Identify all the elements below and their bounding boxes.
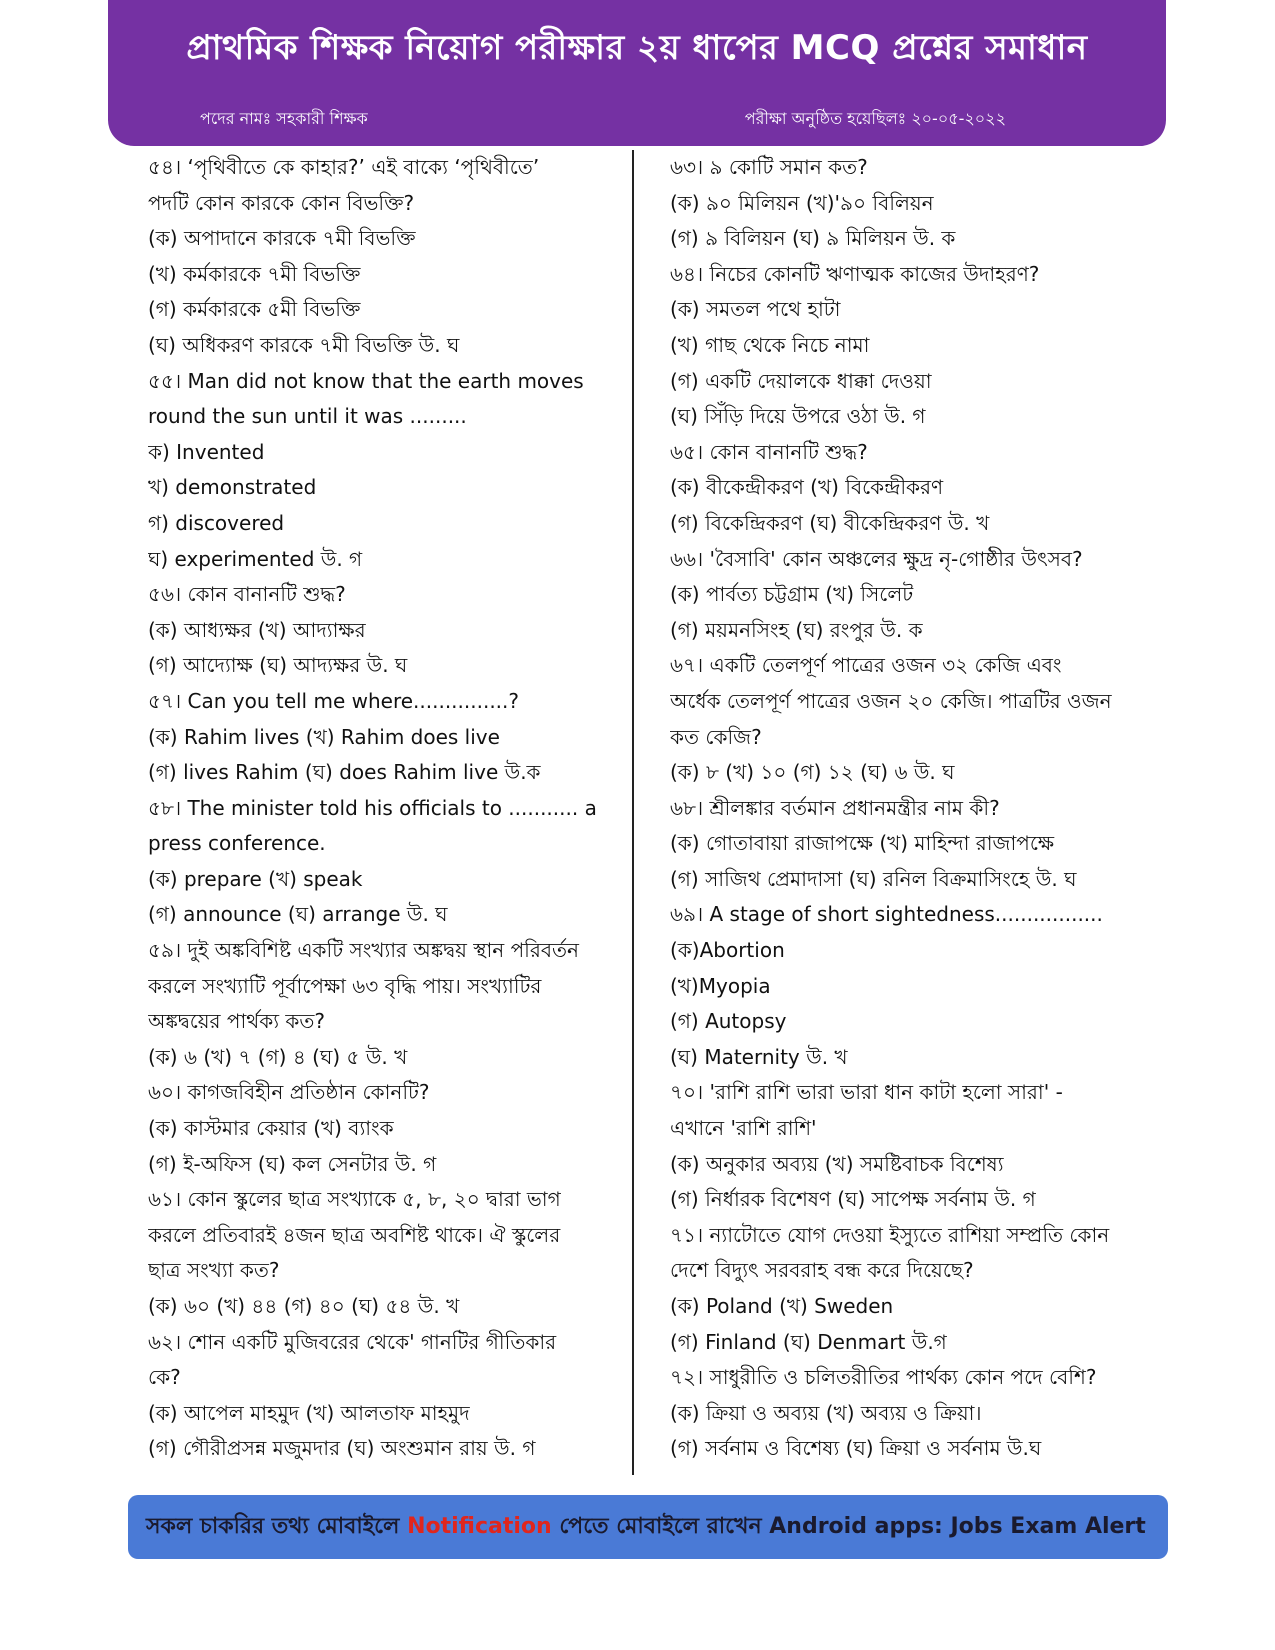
question-line: (ক) ৬ (খ) ৭ (গ) ৪ (ঘ) ৫ উ. খ	[148, 1044, 408, 1069]
footer-banner	[128, 1495, 1168, 1559]
question-line: ৬২। শোন একটি মুজিবরের থেকে' গানটির গীতিকার	[148, 1329, 557, 1354]
question-line: (গ) ৯ বিলিয়ন (ঘ) ৯ মিলিয়ন উ. ক	[670, 226, 956, 251]
question-line: (ক) ক্রিয়া ও অব্যয় (খ) অব্যয় ও ক্রিয়া।	[670, 1400, 982, 1425]
question-line: ৫৪। ‘পৃথিবীতে কে কাহার?’ এই বাক্যে ‘পৃথিবীতে’	[148, 155, 540, 179]
question-line: (ক) prepare (খ) speak	[148, 866, 363, 891]
footer-text-before: সকল চাকরির তথ্য মোবাইলে	[146, 1514, 408, 1539]
question-line: (গ) ময়মনসিংহ (ঘ) রংপুর উ. ক	[670, 617, 923, 642]
question-line: করলে প্রতিবারই ৪জন ছাত্র অবশিষ্ট থাকে। ঐ স্কুলের	[148, 1222, 561, 1247]
question-line: দেশে বিদ্যুৎ সরবরাহ বন্ধ করে দিয়েছে?	[670, 1258, 974, 1283]
question-line: অর্ধেক তেলপূর্ণ পাত্রের ওজন ২০ কেজি। পাত্রটির ওজন	[670, 688, 1112, 713]
question-line: (গ) আদ্যোক্ষ (ঘ) আদ্যক্ষর উ. ঘ	[148, 653, 408, 678]
question-line: ৬৫। কোন বানানটি শুদ্ধ?	[670, 439, 868, 464]
footer-text	[146, 1495, 1146, 1559]
question-line: ৬০। কাগজবিহীন প্রতিষ্ঠান কোনটি?	[148, 1080, 430, 1105]
question-line: (ক) ৯০ মিলিয়ন (খ)'৯০ বিলিয়ন	[670, 190, 934, 215]
footer-text-after: পেতে মোবাইলে রাখেন Android apps: Jobs Exam Alert	[551, 1514, 1146, 1539]
question-line: পদটি কোন কারকে কোন বিভক্তি?	[148, 190, 415, 215]
question-line: ৬৭। একটি তেলপূর্ণ পাত্রের ওজন ৩২ কেজি এবং	[670, 653, 1062, 678]
question-line: (ক) অনুকার অব্যয় (খ) সমষ্টিবাচক বিশেষ্য	[670, 1151, 1004, 1176]
question-line: ৭০। 'রাশি রাশি ভারা ভারা ধান কাটা হলাে সারা' -	[670, 1080, 1063, 1105]
question-line: ৫৯। দুই অঙ্কবিশিষ্ট একটি সংখ্যার অঙ্কদ্বয় স্থান পরিবর্তন	[148, 938, 579, 963]
question-line: ৫৮। The minister told his officials to ........... a	[148, 795, 597, 820]
question-line: (গ) একটি দেয়ালকে ধাক্কা দেওয়া	[670, 368, 932, 393]
question-line: (ক)Abortion	[670, 938, 785, 963]
question-line: ছাত্র সংখ্যা কত?	[148, 1258, 280, 1283]
question-line: (ক) Rahim lives (খ) Rahim does live	[148, 724, 500, 749]
question-line: (খ) কর্মকারকে ৭মী বিভক্তি	[148, 261, 361, 286]
question-line: ৭১। ন্যাটোতে যোগ দেওয়া ইস্যুতে রাশিয়া সম্প্রতি কোন	[670, 1222, 1110, 1247]
question-line: (ক) সমতল পথে হাটা	[670, 297, 841, 322]
column-divider	[632, 150, 634, 1475]
post-name: পদের নামঃ সহকারী শিক্ষক	[200, 109, 368, 128]
question-line: (গ) ই-অফিস (ঘ) কল সেনটার উ. গ	[148, 1151, 437, 1176]
question-line: গ) discovered	[148, 510, 285, 535]
question-line: ৫৬। কোন বানানটি শুদ্ধ?	[148, 582, 346, 607]
question-line: করলে সংখ্যাটি পূর্বাপেক্ষা ৬৩ বৃদ্ধি পায়। সংখ্যাটির	[148, 973, 542, 998]
question-line: (গ) বিকেন্দ্রিকরণ (ঘ) বীকেন্দ্রিকরণ উ. খ	[670, 510, 990, 535]
right-question-column	[670, 150, 1140, 1467]
question-line: (গ) Autopsy	[670, 1009, 787, 1034]
left-question-column	[148, 150, 618, 1467]
header-banner	[108, 0, 1166, 146]
page-title: প্রাথমিক শিক্ষক নিয়োগ পরীক্ষার ২য় ধাপের MCQ প্রশ্নের সমাধান	[186, 28, 1088, 68]
question-line: (খ)Myopia	[670, 973, 771, 998]
question-line: এখানে 'রাশি রাশি'	[670, 1116, 817, 1141]
question-line: ৬৬। 'বৈসাবি' কোন অঞ্চলের ক্ষুদ্র নৃ-গোষ্ঠীর উৎসব?	[670, 546, 1083, 571]
question-line: (ক) ৬০ (খ) ৪৪ (গ) ৪০ (ঘ) ৫৪ উ. খ	[148, 1294, 460, 1318]
question-line: (ঘ) Maternity উ. খ	[670, 1044, 848, 1069]
question-line: (ক) আপেল মাহমুদ (খ) আলতাফ মাহমুদ	[148, 1400, 470, 1425]
question-line: (ক) পার্বত্য চট্টগ্রাম (খ) সিলেট	[670, 582, 914, 607]
question-line: (গ) Finland (ঘ) Denmart উ.গ	[670, 1329, 947, 1354]
question-line: (গ) কর্মকারকে ৫মী বিভক্তি	[148, 297, 361, 322]
question-line: (ক) বীকেন্দ্রীকরণ (খ) বিকেন্দ্রীকরণ	[670, 475, 944, 500]
question-line: ঘ) experimented উ. গ	[148, 546, 363, 571]
question-line: (ক) ৮ (খ) ১০ (গ) ১২ (ঘ) ৬ উ. ঘ	[670, 760, 955, 785]
question-line: ৬৯। A stage of short sightedness.................	[670, 902, 1103, 927]
question-line: (ক) কাস্টমার কেয়ার (খ) ব্যাংক	[148, 1116, 394, 1141]
question-line: (ঘ) সিঁড়ি দিয়ে উপরে ওঠা উ. গ	[670, 404, 926, 429]
question-line: (গ) গৌরীপ্রসন্ন মজুমদার (ঘ) অংশুমান রায় উ. গ	[148, 1436, 536, 1461]
question-line: অঙ্কদ্বয়ের পার্থক্য কত?	[148, 1009, 325, 1034]
question-line: round the sun until it was .........	[148, 404, 467, 429]
question-line: ৬৩। ৯ কোটি সমান কত?	[670, 155, 868, 179]
question-line: কে?	[148, 1365, 181, 1390]
question-line: (গ) নির্ধারক বিশেষণ (ঘ) সাপেক্ষ সর্বনাম উ. গ	[670, 1187, 1036, 1212]
question-line: (গ) announce (ঘ) arrange উ. ঘ	[148, 902, 448, 927]
question-line: (গ) lives Rahim (ঘ) does Rahim live উ.ক	[148, 760, 541, 785]
question-line: ৫৭। Can you tell me where...............?	[148, 688, 520, 713]
question-line: ৭২। সাধুরীতি ও চলিতরীতির পার্থক্য কোন পদে বেশি?	[670, 1365, 1097, 1390]
footer-highlight: Notification	[407, 1514, 552, 1539]
question-line: (গ) সর্বনাম ও বিশেষ্য (ঘ) ক্রিয়া ও সর্বনাম উ.ঘ	[670, 1436, 1042, 1461]
question-line: (খ) গাছ থেকে নিচে নামা	[670, 332, 870, 357]
question-line: কত কেজি?	[670, 724, 762, 749]
question-line: (ক) আধ্যক্ষর (খ) আদ্যাক্ষর	[148, 617, 366, 642]
question-line: ৬৮। শ্রীলঙ্কার বর্তমান প্রধানমন্ত্রীর নাম কী?	[670, 795, 1000, 820]
question-line: ক) Invented	[148, 439, 265, 464]
question-line: ৫৫। Man did not know that the earth moves	[148, 368, 584, 393]
exam-date: পরীক্ষা অনুষ্ঠিত হয়েছিলঃ ২০-০৫-২০২২	[744, 109, 1006, 128]
question-line: (ঘ) অধিকরণ কারকে ৭মী বিভক্তি উ. ঘ	[148, 332, 460, 357]
question-line: press conference.	[148, 831, 326, 856]
question-line: (ক) Poland (খ) Sweden	[670, 1294, 894, 1318]
question-line: ৬১। কোন স্কুলের ছাত্র সংখ্যাকে ৫, ৮, ২০ দ্বারা ভাগ	[148, 1187, 561, 1212]
question-line: (গ) সাজিথ প্রেমাদাসা (ঘ) রনিল বিক্রমাসিংহে উ. ঘ	[670, 866, 1077, 891]
question-line: (ক) অপাদানে কারকে ৭মী বিভক্তি	[148, 226, 416, 251]
question-line: (ক) গোতাবায়া রাজাপক্ষে (খ) মাহিন্দা রাজাপক্ষে	[670, 831, 1055, 856]
question-line: খ) demonstrated	[148, 475, 317, 500]
question-line: ৬৪। নিচের কোনটি ঋণাত্মক কাজের উদাহরণ?	[670, 261, 1040, 286]
